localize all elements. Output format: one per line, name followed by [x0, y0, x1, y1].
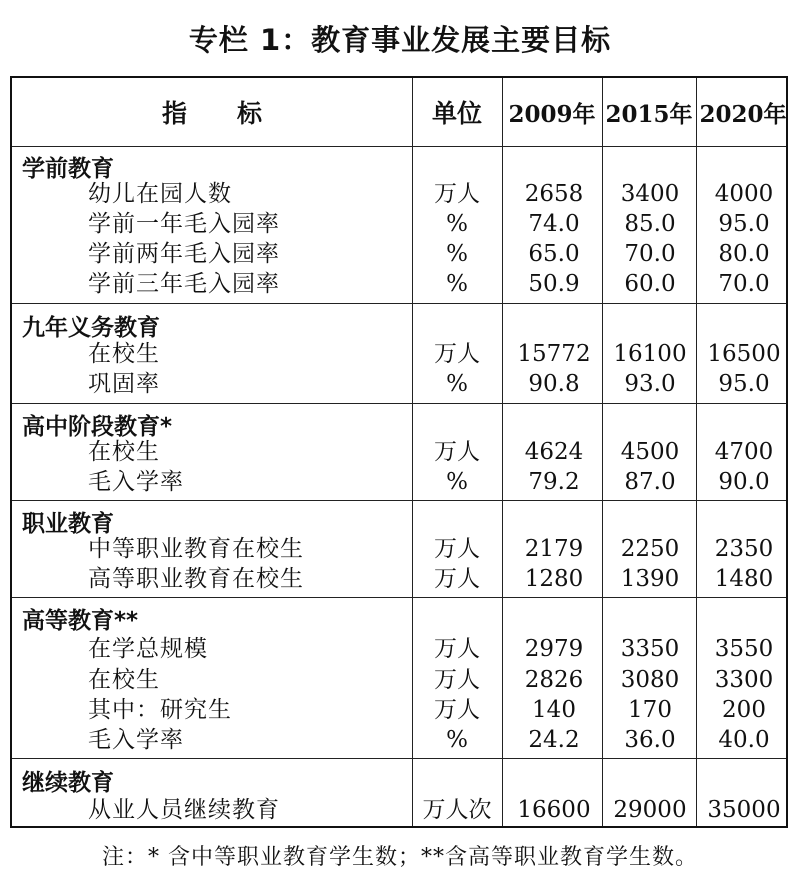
section-high-school: [12, 403, 786, 500]
section-title: 职业教育: [22, 511, 114, 537]
value-2015: 170: [628, 697, 672, 723]
row-unit: %: [446, 371, 468, 397]
value-2020: 16500: [707, 341, 781, 367]
row-unit: 万人: [434, 439, 480, 465]
row-unit: 万人: [434, 636, 480, 662]
value-2020: 95.0: [718, 211, 770, 237]
section-higher-education: [12, 597, 786, 758]
value-2009: 74.0: [528, 211, 580, 237]
table-row: [12, 209, 786, 240]
section-compulsory: [12, 303, 786, 403]
value-2015: 85.0: [624, 211, 676, 237]
value-2015: 3080: [620, 667, 680, 693]
row-unit: 万人: [434, 341, 480, 367]
section-title: 高等教育**: [22, 608, 139, 634]
value-2009: 2179: [524, 536, 584, 562]
row-unit: %: [446, 211, 468, 237]
value-2009: 24.2: [528, 727, 580, 753]
row-label: 在校生: [88, 667, 160, 693]
row-unit: 万人: [434, 536, 480, 562]
row-label: 其中：研究生: [88, 697, 232, 723]
table-row: [12, 564, 786, 595]
value-2020: 90.0: [718, 469, 770, 495]
table-row: [12, 437, 786, 468]
value-2015: 70.0: [624, 241, 676, 267]
table-row: [12, 634, 786, 665]
value-2009: 16600: [517, 797, 591, 823]
section-title: 继续教育: [22, 770, 114, 796]
value-2009: 2826: [524, 667, 584, 693]
row-label: 学前三年毛入园率: [88, 271, 280, 297]
value-2020: 40.0: [718, 727, 770, 753]
value-2020: 35000: [707, 797, 781, 823]
value-2020: 70.0: [718, 271, 770, 297]
value-2020: 3550: [714, 636, 774, 662]
value-2009: 140: [532, 697, 576, 723]
table-row: [12, 665, 786, 696]
table-row: [12, 695, 786, 726]
value-2009: 15772: [517, 341, 591, 367]
value-2015: 87.0: [624, 469, 676, 495]
row-unit: %: [446, 727, 468, 753]
value-2015: 1390: [620, 566, 680, 592]
table-row: [12, 179, 786, 210]
row-label: 幼儿在园人数: [88, 181, 232, 207]
header-year-2015: 2015年: [605, 100, 693, 128]
value-2015: 3400: [620, 181, 680, 207]
page-title: 专栏 1：教育事业发展主要目标: [188, 23, 612, 57]
value-2009: 1280: [524, 566, 584, 592]
table-row: [12, 269, 786, 300]
value-2015: 93.0: [624, 371, 676, 397]
table-row: [12, 239, 786, 270]
section-title: 学前教育: [22, 156, 114, 182]
row-label: 在学总规模: [88, 636, 208, 662]
row-unit: %: [446, 271, 468, 297]
row-unit: 万人: [434, 697, 480, 723]
row-label: 巩固率: [88, 371, 160, 397]
table-row: [12, 534, 786, 565]
value-2015: 29000: [613, 797, 687, 823]
row-unit: 万人次: [422, 797, 492, 823]
table-row: [12, 795, 786, 826]
row-label: 从业人员继续教育: [88, 797, 280, 823]
row-label: 毛入学率: [88, 727, 184, 753]
value-2015: 3350: [620, 636, 680, 662]
row-label: 中等职业教育在校生: [88, 536, 304, 562]
header-year-2020: 2020年: [699, 100, 787, 128]
row-label: 毛入学率: [88, 469, 184, 495]
value-2015: 2250: [620, 536, 680, 562]
value-2009: 65.0: [528, 241, 580, 267]
table-row: [12, 339, 786, 370]
education-targets-table: [10, 76, 788, 828]
header-year-2009: 2009年: [508, 100, 596, 128]
section-continuing-education: [12, 758, 786, 828]
section-title: 高中阶段教育*: [22, 414, 173, 440]
value-2020: 95.0: [718, 371, 770, 397]
section-vocational: [12, 500, 786, 597]
value-2015: 4500: [620, 439, 680, 465]
value-2020: 4700: [714, 439, 774, 465]
value-2009: 79.2: [528, 469, 580, 495]
value-2020: 3300: [714, 667, 774, 693]
row-label: 学前一年毛入园率: [88, 211, 280, 237]
value-2009: 4624: [524, 439, 584, 465]
table-row: [12, 369, 786, 400]
section-preschool: [12, 146, 786, 303]
row-label: 在校生: [88, 341, 160, 367]
row-unit: 万人: [434, 181, 480, 207]
value-2020: 1480: [714, 566, 774, 592]
value-2020: 80.0: [718, 241, 770, 267]
row-unit: %: [446, 469, 468, 495]
header-unit: 单位: [431, 99, 482, 128]
table-row: [12, 467, 786, 498]
header-indicator: 指 标: [161, 99, 262, 128]
value-2015: 16100: [613, 341, 687, 367]
row-label: 学前两年毛入园率: [88, 241, 280, 267]
row-unit: %: [446, 241, 468, 267]
row-unit: 万人: [434, 566, 480, 592]
row-unit: 万人: [434, 667, 480, 693]
table-row: [12, 725, 786, 756]
value-2009: 2658: [524, 181, 584, 207]
value-2015: 36.0: [624, 727, 676, 753]
value-2009: 90.8: [528, 371, 580, 397]
footnote: 注：* 含中等职业教育学生数；**含高等职业教育学生数。: [102, 845, 698, 870]
value-2009: 2979: [524, 636, 584, 662]
row-label: 在校生: [88, 439, 160, 465]
section-title: 九年义务教育: [22, 315, 160, 341]
value-2020: 4000: [714, 181, 774, 207]
value-2009: 50.9: [528, 271, 580, 297]
value-2020: 200: [722, 697, 766, 723]
value-2015: 60.0: [624, 271, 676, 297]
row-label: 高等职业教育在校生: [88, 566, 304, 592]
value-2020: 2350: [714, 536, 774, 562]
